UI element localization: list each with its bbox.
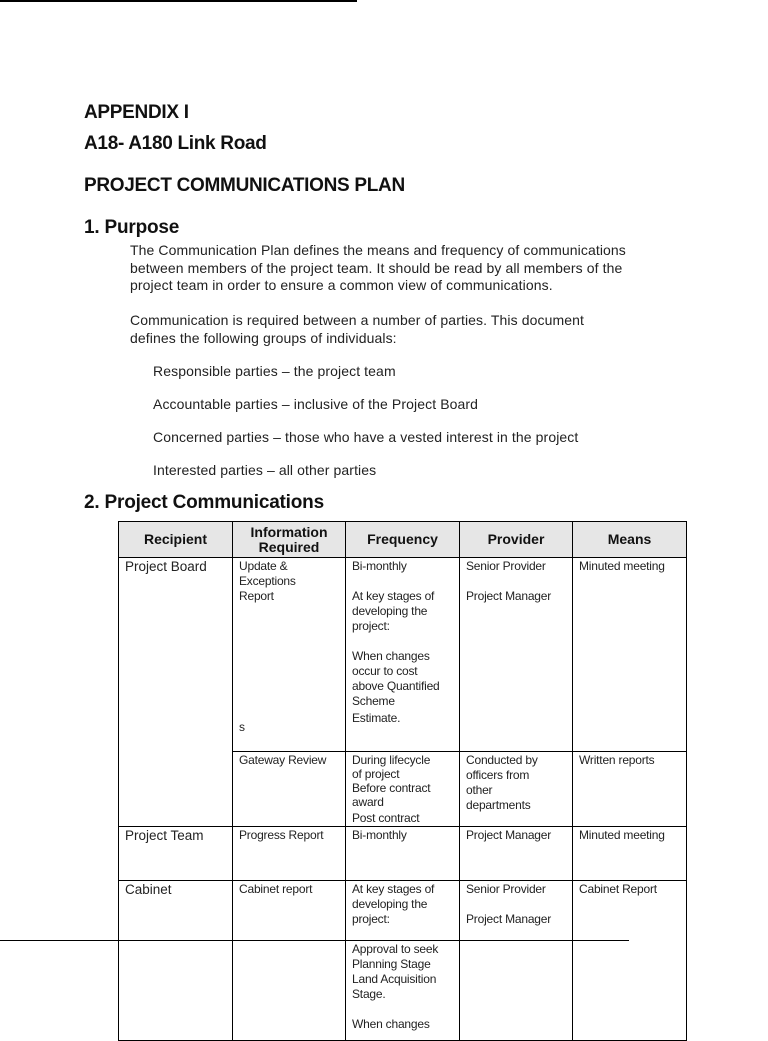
cell-line: Conducted by — [466, 753, 538, 767]
cell-line: Report — [239, 589, 274, 603]
provider-cell — [460, 881, 573, 1041]
table-row — [119, 827, 687, 881]
table-row — [119, 558, 687, 752]
cell-line: developing the — [352, 897, 428, 911]
cell-line: Approval to seek — [352, 942, 439, 956]
column-header-means: Means — [573, 522, 687, 558]
frequency-cell — [346, 827, 460, 881]
cell-line: When changes — [352, 1017, 430, 1031]
purpose-heading: 1. Purpose — [84, 217, 180, 238]
cell-line: Gateway Review — [239, 753, 327, 767]
cell-line: Project Manager — [466, 912, 552, 926]
cell-line: Bi-monthly — [352, 559, 407, 573]
cell-line: officers from — [466, 768, 530, 782]
cell-line: Post contract — [352, 811, 420, 825]
cell-line: Written reports — [579, 753, 655, 767]
means-cell — [573, 827, 687, 881]
provider-cell — [460, 827, 573, 881]
page-break-rule — [0, 940, 629, 941]
column-header-recipient: Recipient — [119, 522, 233, 558]
info-cell — [233, 752, 346, 827]
recipient-cell: Cabinet — [119, 881, 233, 1041]
cell-line: When changes — [352, 649, 430, 663]
cell-line: Planning Stage — [352, 957, 431, 971]
cell-line: Minuted meeting — [579, 559, 665, 573]
cell-line: other — [466, 783, 493, 797]
cell-line: Stage. — [352, 987, 386, 1001]
cell-line: Before contract — [352, 781, 431, 795]
purpose-paragraph-1 — [130, 242, 685, 295]
column-header-information: Information Required — [233, 522, 346, 558]
cell-line: of project — [352, 767, 400, 781]
cell-line: During lifecycle — [352, 753, 431, 767]
plan-title: PROJECT COMMUNICATIONS PLAN — [84, 175, 405, 196]
cell-line: Update & — [239, 559, 288, 573]
paragraph-line: The Communication Plan defines the means and frequency of communications — [130, 242, 626, 258]
cell-line: Senior Provider — [466, 882, 546, 896]
recipient-cell: Project Team — [119, 827, 233, 881]
means-cell — [573, 752, 687, 827]
column-header-provider: Provider — [460, 522, 573, 558]
appendix-heading: APPENDIX I — [84, 102, 189, 123]
cell-line: developing the — [352, 604, 428, 618]
communications-table — [118, 521, 687, 1041]
means-cell — [573, 881, 687, 1041]
cell-line: Cabinet Report — [579, 882, 657, 896]
cell-line: award — [352, 795, 384, 809]
cell-line: Cabinet report — [239, 882, 313, 896]
cell-line: project: — [352, 912, 390, 926]
cell-line: Minuted meeting — [579, 828, 665, 842]
cell-line: Scheme — [352, 694, 395, 708]
cell-line: Project Manager — [466, 828, 552, 842]
party-concerned: Concerned parties – those who have a vested interest in the project — [153, 429, 579, 445]
paragraph-line: Communication is required between a number of parties. This document — [130, 312, 584, 328]
party-accountable: Accountable parties – inclusive of the Project Board — [153, 396, 479, 412]
cell-line: Progress Report — [239, 828, 324, 842]
cell-line: Land Acquisition — [352, 972, 437, 986]
party-responsible: Responsible parties – the project team — [153, 363, 396, 379]
cell-line: project: — [352, 619, 390, 633]
top-rule — [0, 0, 357, 2]
project-title: A18- A180 Link Road — [84, 133, 267, 154]
cell-line: Project Manager — [466, 589, 552, 603]
frequency-cell — [346, 881, 460, 1041]
purpose-paragraph-2 — [130, 312, 685, 347]
recipient-cell: Project Board — [119, 558, 233, 827]
cell-line: above Quantified — [352, 679, 440, 693]
communications-heading: 2. Project Communications — [84, 492, 324, 513]
table-header-row — [119, 522, 687, 558]
cell-line: departments — [466, 798, 531, 812]
column-header-frequency: Frequency — [346, 522, 460, 558]
party-interested: Interested parties – all other parties — [153, 462, 377, 478]
provider-cell — [460, 558, 573, 752]
cell-line: Senior Provider — [466, 559, 546, 573]
cell-line: Bi-monthly — [352, 828, 407, 842]
paragraph-line: between members of the project team. It should be read by all members of the — [130, 259, 623, 276]
cell-fragment: s — [239, 720, 245, 734]
paragraph-line: defines the following groups of individuals: — [130, 329, 397, 346]
paragraph-line: project team in order to ensure a common view of communications. — [130, 277, 553, 293]
info-cell — [233, 881, 346, 1041]
frequency-cell — [346, 558, 460, 752]
cell-line: At key stages of — [352, 589, 435, 603]
provider-cell — [460, 752, 573, 827]
frequency-cell — [346, 752, 460, 827]
cell-line: At key stages of — [352, 882, 435, 896]
cell-line: Exceptions — [239, 574, 296, 588]
info-cell — [233, 827, 346, 881]
table-row — [119, 881, 687, 1041]
means-cell — [573, 558, 687, 752]
info-cell — [233, 558, 346, 752]
cell-line: occur to cost — [352, 664, 418, 678]
cell-line: Estimate. — [352, 711, 401, 725]
